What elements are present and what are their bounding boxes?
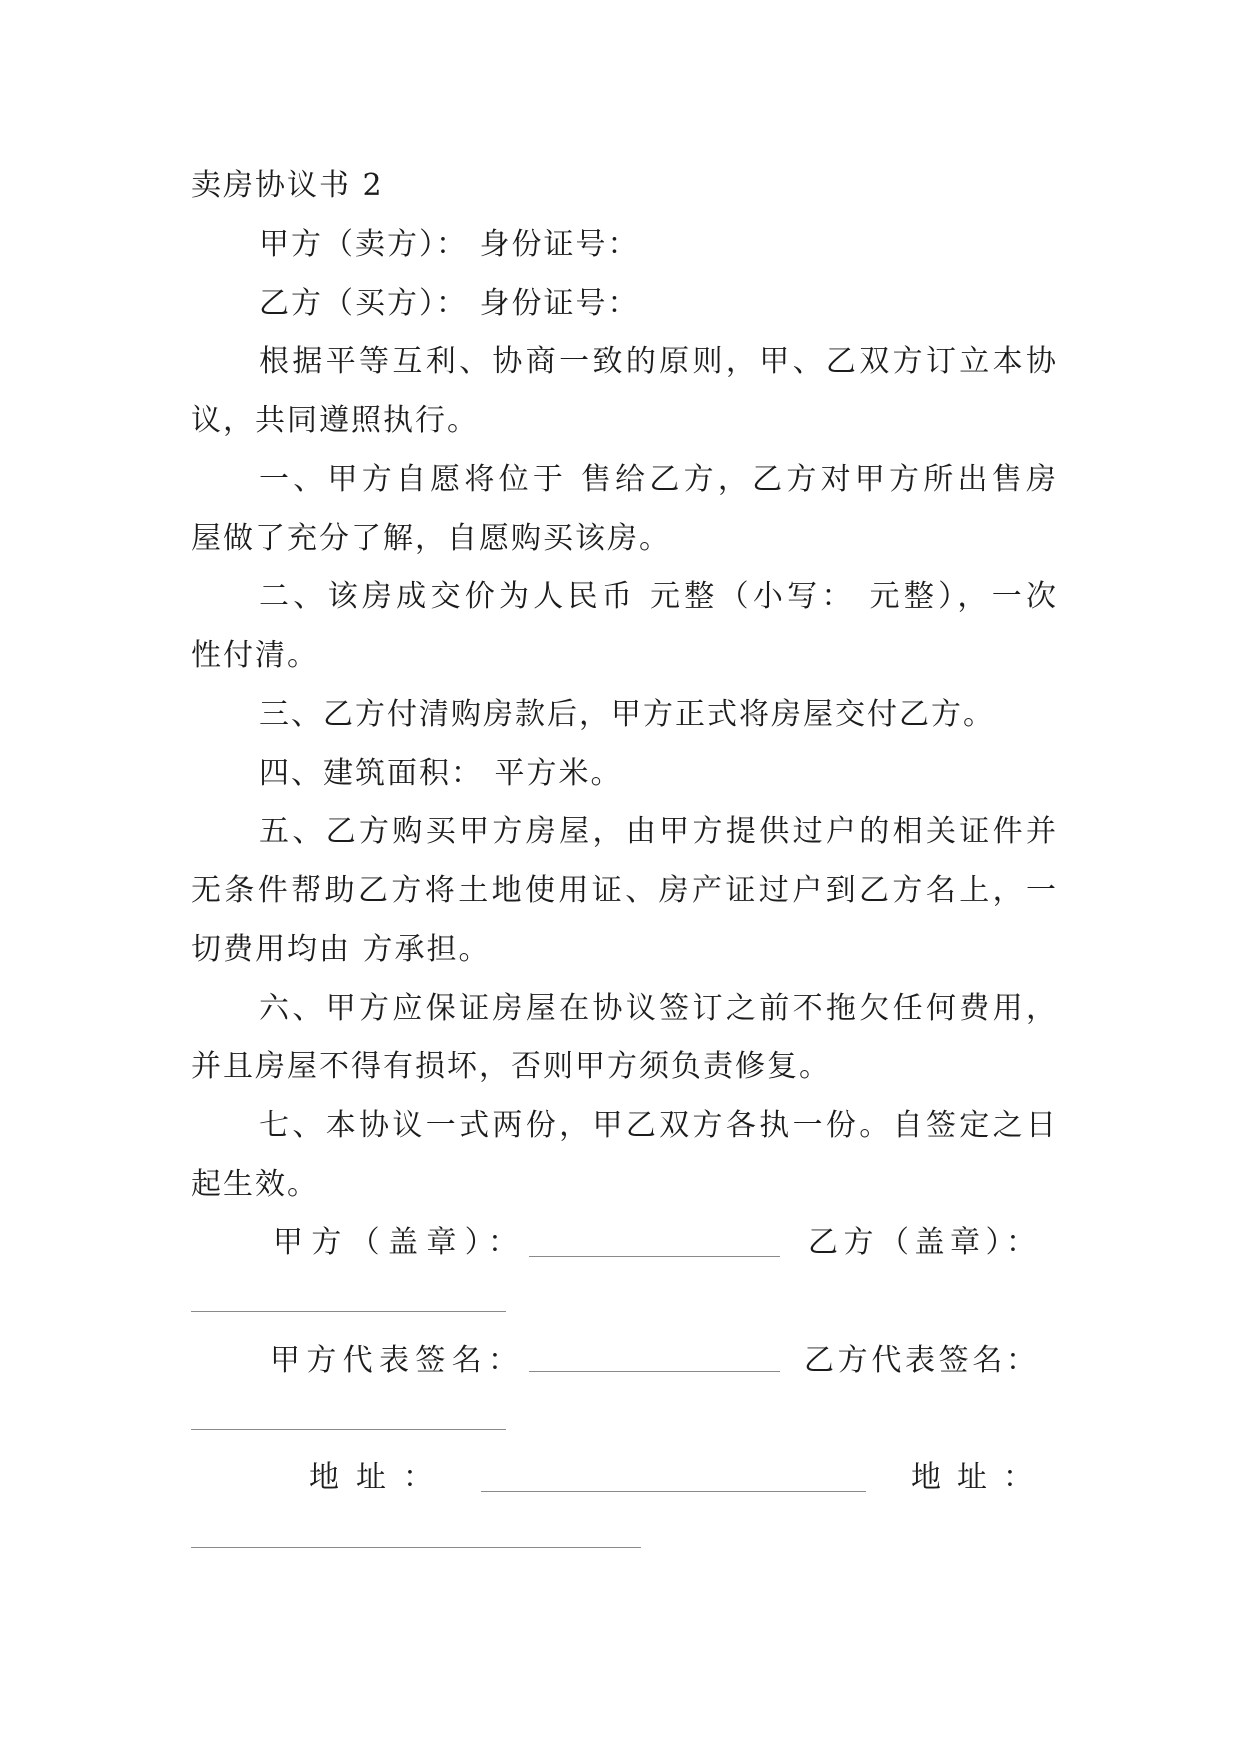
preamble-line: 根据平等互利、协商一致的原则，甲、乙双方订立本协 (259, 344, 1058, 380)
document-title: 卖房协议书 2 (191, 168, 384, 203)
clause-5-line: 切费用均由 方承担。 (191, 931, 491, 967)
seller-address-blank (481, 1491, 866, 1492)
clause-5-line: 无条件帮助乙方将土地使用证、房产证过户到乙方名上，一 (191, 873, 1058, 908)
clause-1-line: 屋做了充分了解，自愿购买该房。 (191, 520, 671, 556)
clause-2-line: 二、该房成交价为人民币 元整（小写： 元整），一次 (259, 579, 1058, 615)
clause-5-line: 五、乙方购买甲方房屋，由甲方提供过户的相关证件并 (259, 814, 1058, 850)
clause-7-line: 起生效。 (191, 1166, 319, 1202)
clause-3-line: 三、乙方付清购房款后，甲方正式将房屋交付乙方。 (259, 696, 995, 732)
buyer-rep-blank (191, 1429, 506, 1430)
buyer-seal-blank (191, 1311, 506, 1312)
clause-2-line: 性付清。 (191, 638, 319, 673)
agreement-body (191, 157, 1058, 1215)
clause-6-line: 并且房屋不得有损坏，否则甲方须负责修复。 (191, 1049, 831, 1085)
buyer-address-blank (191, 1547, 641, 1548)
preamble-line: 议，共同遵照执行。 (191, 403, 479, 438)
seller-address-label: 地址： (309, 1460, 433, 1495)
buyer-id-line: 乙方（买方）： 身份证号： (259, 285, 640, 321)
buyer-rep-label: 乙方代表签名： (804, 1343, 1036, 1378)
clause-7-line: 七、本协议一式两份，甲乙双方各执一份。自签定之日 (259, 1108, 1058, 1143)
seller-id-line: 甲方（卖方）： 身份证号： (259, 226, 640, 262)
seller-rep-blank (529, 1371, 780, 1372)
seller-rep-label: 甲方代表签名： (270, 1343, 518, 1378)
seller-seal-label: 甲方（盖章）： (273, 1225, 518, 1260)
buyer-seal-label: 乙方（盖章）： (808, 1225, 1036, 1260)
clause-4-line: 四、建筑面积： 平方米。 (259, 755, 623, 791)
seller-seal-blank (529, 1256, 780, 1257)
buyer-address-label: 地址： (911, 1460, 1033, 1495)
clause-1-line: 一、甲方自愿将位于 售给乙方，乙方对甲方所出售房 (259, 461, 1058, 497)
clause-6-line: 六、甲方应保证房屋在协议签订之前不拖欠任何费用， (259, 990, 1058, 1026)
